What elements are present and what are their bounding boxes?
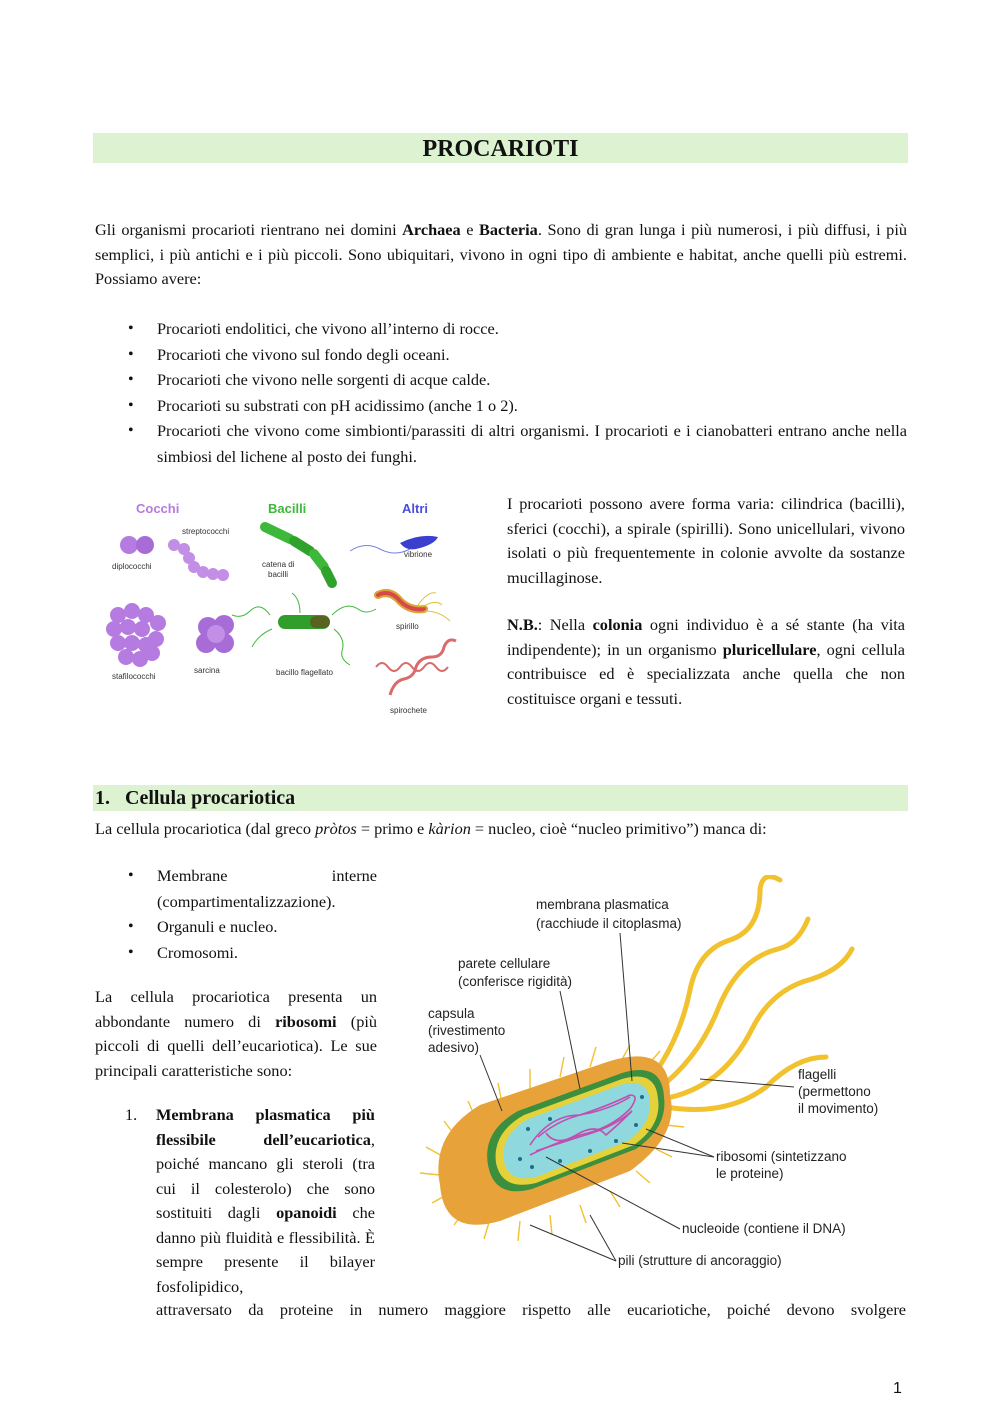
label-stafilococchi: stafilococchi: [112, 672, 156, 681]
item1-continuation: attraversato da proteine in numero maggiore rispetto alle eucariotiche, poiché devono svolgere: [156, 1300, 906, 1319]
streptococchi-chain: [168, 539, 229, 581]
list-item: • Procarioti endolitici, che vivono all’interno di rocce.: [95, 316, 907, 342]
list-item: • Procarioti che vivono sul fondo degli oceani.: [95, 342, 907, 368]
bacteria-shapes-figure: [100, 495, 485, 725]
label-streptococchi: streptococchi: [182, 527, 230, 536]
term-archaea: Archaea: [402, 220, 461, 239]
label-catena-2: bacilli: [268, 570, 289, 579]
list-item: • Procarioti su substrati con pH acidissimo (anche 1 o 2).: [95, 393, 907, 419]
label-flagelli-2: (permettono: [798, 1084, 871, 1099]
nb-paragraph: N.B.: Nella colonia ogni individuo è a sé stante (ha vita indipendente); in un organismo pluricellulare, ogni cellula contribuisce ed è specializzata anche quella che non costituisce organi e tessuti.: [507, 615, 905, 708]
label-capsula-3: adesivo): [428, 1040, 480, 1055]
label-spirochete: spirochete: [390, 706, 427, 715]
forms-paragraph: I procarioti possono avere forma varia: cilindrica (bacilli), sferici (cocchi), a spirale (spirilli). Sono unicellulari, vivono isolati o più frequentemente in colonie avvolte da sostanze mucillaginose.: [507, 494, 905, 587]
heading-cocchi: Cocchi: [136, 501, 180, 516]
list-item: • Membrane interne (compartimentalizzazione).: [95, 863, 377, 914]
ribosomi-paragraph: La cellula procariotica presenta un abbondante numero di ribosomi (più piccoli di quelli dell’eucariotica). Le sue principali caratteristiche sono:: [95, 987, 378, 1080]
label-parete-2: (conferisce rigidità): [458, 974, 573, 989]
label-ribosomi-2: le proteine): [716, 1166, 784, 1181]
term-bacteria: Bacteria: [479, 220, 538, 239]
label-spirillo: spirillo: [396, 622, 419, 631]
label-bacillo-flagellato: bacillo flagellato: [276, 668, 333, 677]
intro-paragraph: Gli organismi procarioti rientrano nei domini Archaea e Bacteria. Sono di gran lunga i più numerosi, i più diffusi, i più semplici, i più antichi e i più piccoli. Sono ubiquitari, vivono in ogni tipo di ambiente e habitat, anche quelli più estremi. Possiamo avere:: [95, 220, 907, 288]
sarcina-cluster: [196, 615, 234, 653]
list-item: • Procarioti che vivono come simbionti/parassiti di altri organismi. I procarioti e i cianobatteri entrano anche nella simbiosi del lichene al posto dei funghi.: [95, 418, 907, 469]
diplococcus-cell: [136, 536, 154, 554]
label-vibrione: vibrione: [404, 550, 433, 559]
spirillo: [378, 593, 450, 621]
label-parete-1: parete cellulare: [458, 956, 551, 971]
list-item: • Procarioti che vivono nelle sorgenti di acque calde.: [95, 367, 907, 393]
heading-altri: Altri: [402, 501, 428, 516]
stafilococchi-cluster: [106, 603, 166, 667]
numbered-item-1: 1. Membrana plasmatica più flessibile dell’eucariotica, poiché mancano gli steroli (tra cui il colesterolo) che sono sostituiti dagli opanoidi che danno più fluidità e flessibilità. È sempre presente il bilayer fosfolipidico,: [125, 1105, 375, 1296]
heading-bacilli: Bacilli: [268, 501, 307, 516]
habitats-list: [95, 316, 907, 469]
list-item: • Cromosomi.: [95, 940, 377, 966]
label-ribosomi-1: ribosomi (sintetizzano: [716, 1149, 847, 1164]
label-flagelli-3: il movimento): [798, 1101, 879, 1116]
bacillo-flagellato: [232, 593, 376, 665]
spirochete-top: [376, 663, 448, 671]
label-capsula-1: capsula: [428, 1006, 475, 1021]
label-nucleoide: nucleoide (contiene il DNA): [682, 1221, 846, 1236]
label-capsula-2: (rivestimento: [428, 1023, 506, 1038]
label-sarcina: sarcina: [194, 666, 220, 675]
label-membrana-2: (racchiude il citoplasma): [536, 916, 682, 931]
list-item: • Organuli e nucleo.: [95, 914, 377, 940]
diplococcus-cell: [120, 536, 138, 554]
label-catena-1: catena di: [262, 560, 295, 569]
section-intro: La cellula procariotica (dal greco pròtos = primo e kàrion = nucleo, cioè “nucleo primitivo”) manca di:: [95, 819, 767, 838]
label-flagelli-1: flagelli: [798, 1067, 837, 1082]
label-diplococchi: diplococchi: [112, 562, 152, 571]
page-number: 1: [893, 1380, 902, 1397]
lacks-list: [95, 863, 377, 965]
section-heading: 1. Cellula procariotica: [93, 785, 908, 811]
label-pili: pili (strutture di ancoraggio): [618, 1253, 782, 1268]
prokaryotic-cell-figure: [410, 875, 905, 1285]
page-title: PROCARIOTI: [93, 133, 908, 163]
label-membrana-1: membrana plasmatica: [536, 897, 669, 912]
